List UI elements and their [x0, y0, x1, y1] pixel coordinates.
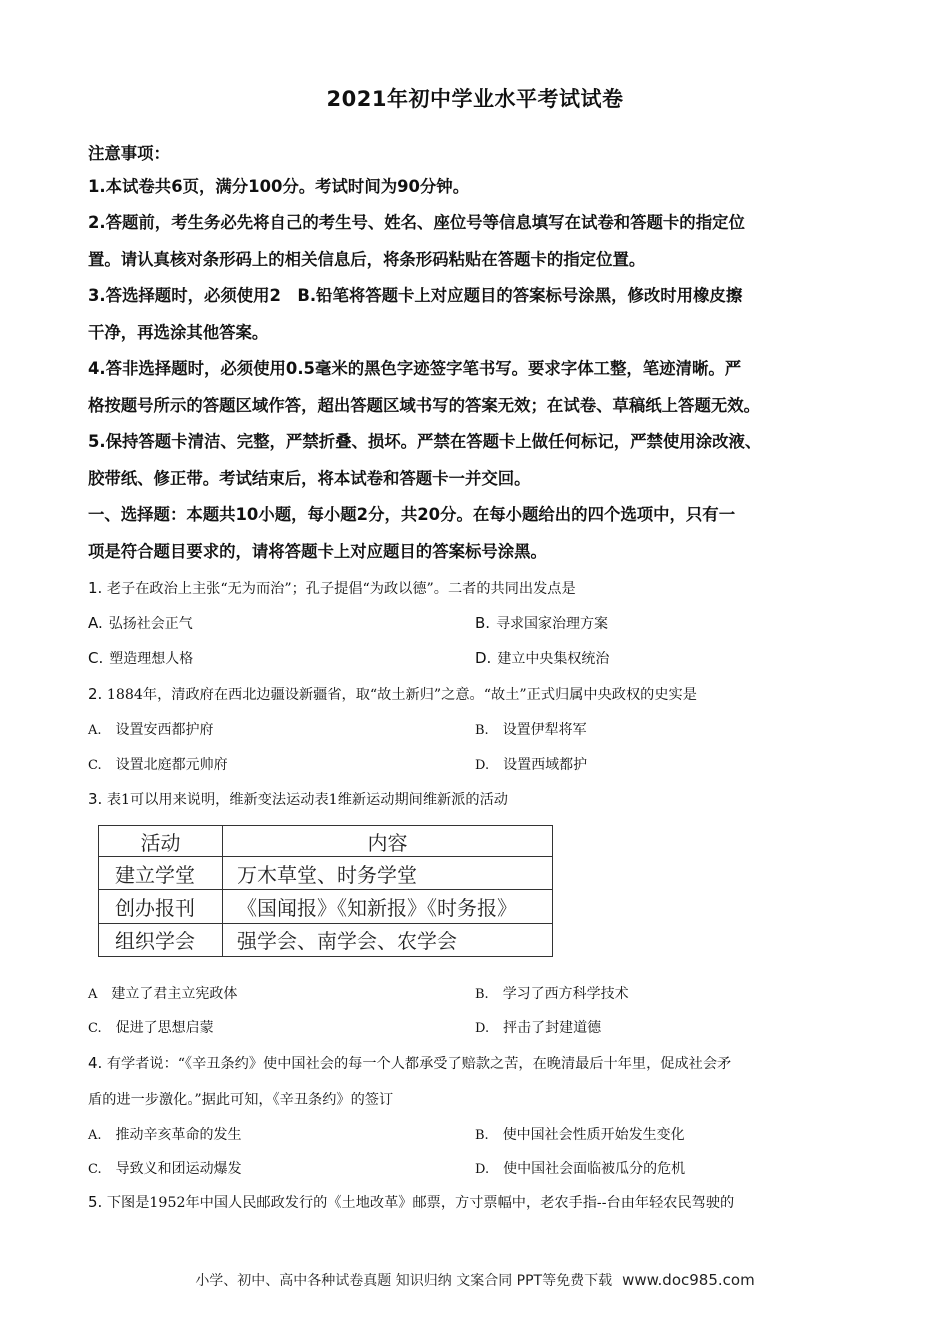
question-text: 有学者说：“《辛丑条约》使中国社会的每一个人都承受了赔款之苦，在晚清最后十年里，促成社会矛 [102, 1056, 732, 1072]
table-row [99, 923, 553, 956]
q1-option-b: B. 寻求国家治理方案 [475, 614, 609, 632]
notice-line-4: 3.答选择题时，必须使用2 B.铅笔将答题卡上对应题目的答案标号涂黑，修改时用橡皮擦 [88, 286, 743, 305]
q3-option-b: B. 学习了西方科学技术 [475, 986, 629, 1002]
table-header-cell: 活动 [99, 826, 223, 857]
question-text: 表1可以用来说明，维新变法运动表1维新运动期间维新派的活动 [102, 792, 508, 808]
question-number: 5. [88, 1193, 103, 1211]
question-5 [88, 1192, 868, 1212]
question-3 [88, 789, 868, 809]
table-cell: 组织学会 [99, 923, 223, 956]
section-1-line-1: 一、选择题：本题共10小题，每小题2分，共20分。在每小题给出的四个选项中，只有一 [88, 505, 736, 524]
q2-option-c: C. 设置北庭都元帅府 [88, 757, 228, 773]
question-2 [88, 684, 868, 704]
question-text: 1884年，清政府在西北边疆设新疆省，取“故土新归”之意。“故土”正式归属中央政权的史实是 [102, 687, 697, 703]
question-4-continued: 盾的进一步激化。”据此可知，《辛丑条约》的签订 [88, 1092, 394, 1108]
activities-table [98, 825, 553, 957]
q1-option-c: C. 塑造理想人格 [88, 649, 194, 667]
notice-line-7: 格按题号所示的答题区域作答，超出答题区域书写的答案无效；在试卷、草稿纸上答题无效。 [88, 396, 761, 415]
section-1-line-2: 项是符合题目要求的，请将答题卡上对应题目的答案标号涂黑。 [88, 542, 547, 561]
question-number: 4. [88, 1054, 103, 1072]
footer-text: 小学、初中、高中各种试卷真题 知识归纳 文案合同 PPT等免费下载 [195, 1273, 613, 1289]
footer-url[interactable]: www.doc985.com [622, 1271, 755, 1289]
question-text: 下图是1952年中国人民邮政发行的《土地改革》邮票，方寸票幅中，老农手指--台由年轻农民驾驶的 [102, 1195, 735, 1211]
exam-title: 2021年初中学业水平考试试卷 [326, 87, 624, 111]
q2-option-a: A. 设置安西都护府 [88, 722, 214, 738]
question-4 [88, 1053, 868, 1073]
q4-option-c: C. 导致义和团运动爆发 [88, 1161, 242, 1177]
q1-option-a: A. 弘扬社会正气 [88, 614, 193, 632]
q2-option-b: B. 设置伊犁将军 [475, 722, 587, 738]
q3-option-c: C. 促进了思想启蒙 [88, 1020, 214, 1036]
question-text: 老子在政治上主张“无为而治”；孔子提倡“为政以德”。二者的共同出发点是 [102, 581, 576, 597]
page-footer [0, 1270, 950, 1290]
notice-line-2: 2.答题前，考生务必先将自己的考生号、姓名、座位号等信息填写在试卷和答题卡的指定位 [88, 213, 745, 232]
notice-line-9: 胶带纸、修正带。考试结束后，将本试卷和答题卡一并交回。 [88, 469, 531, 488]
q1-option-d: D. 建立中央集权统治 [475, 649, 610, 667]
question-1 [88, 578, 868, 598]
question-number: 3. [88, 790, 103, 808]
table-cell: 创办报刊 [99, 890, 223, 923]
table-cell: 《国闻报》《知新报》《时务报》 [223, 890, 553, 923]
q4-option-d: D. 使中国社会面临被瓜分的危机 [475, 1161, 686, 1177]
question-number: 2. [88, 685, 103, 703]
notice-heading: 注意事项： [88, 144, 170, 163]
notice-line-5: 干净，再选涂其他答案。 [88, 323, 269, 342]
table-row [99, 890, 553, 923]
table-header-row [99, 826, 553, 857]
table-cell: 万木草堂、时务学堂 [223, 857, 553, 890]
notice-line-3: 置。请认真核对条形码上的相关信息后，将条形码粘贴在答题卡的指定位置。 [88, 250, 646, 269]
q3-option-a: A 建立了君主立宪政体 [88, 986, 238, 1002]
table-cell: 建立学堂 [99, 857, 223, 890]
table-row [99, 857, 553, 890]
table-cell: 强学会、南学会、农学会 [223, 923, 553, 956]
q3-option-d: D. 抨击了封建道德 [475, 1020, 602, 1036]
notice-line-1: 1.本试卷共6页，满分100分。考试时间为90分钟。 [88, 177, 470, 196]
table-header-cell: 内容 [223, 826, 553, 857]
q4-option-a: A. 推动辛亥革命的发生 [88, 1127, 242, 1143]
notice-line-8: 5.保持答题卡清洁、完整，严禁折叠、损坏。严禁在答题卡上做任何标记，严禁使用涂改液、 [88, 432, 762, 451]
notice-line-6: 4.答非选择题时，必须使用0.5毫米的黑色字迹签字笔书写。要求字体工整，笔迹清晰。严 [88, 359, 742, 378]
question-number: 1. [88, 579, 103, 597]
q2-option-d: D. 设置西域都护 [475, 757, 588, 773]
q4-option-b: B. 使中国社会性质开始发生变化 [475, 1127, 685, 1143]
